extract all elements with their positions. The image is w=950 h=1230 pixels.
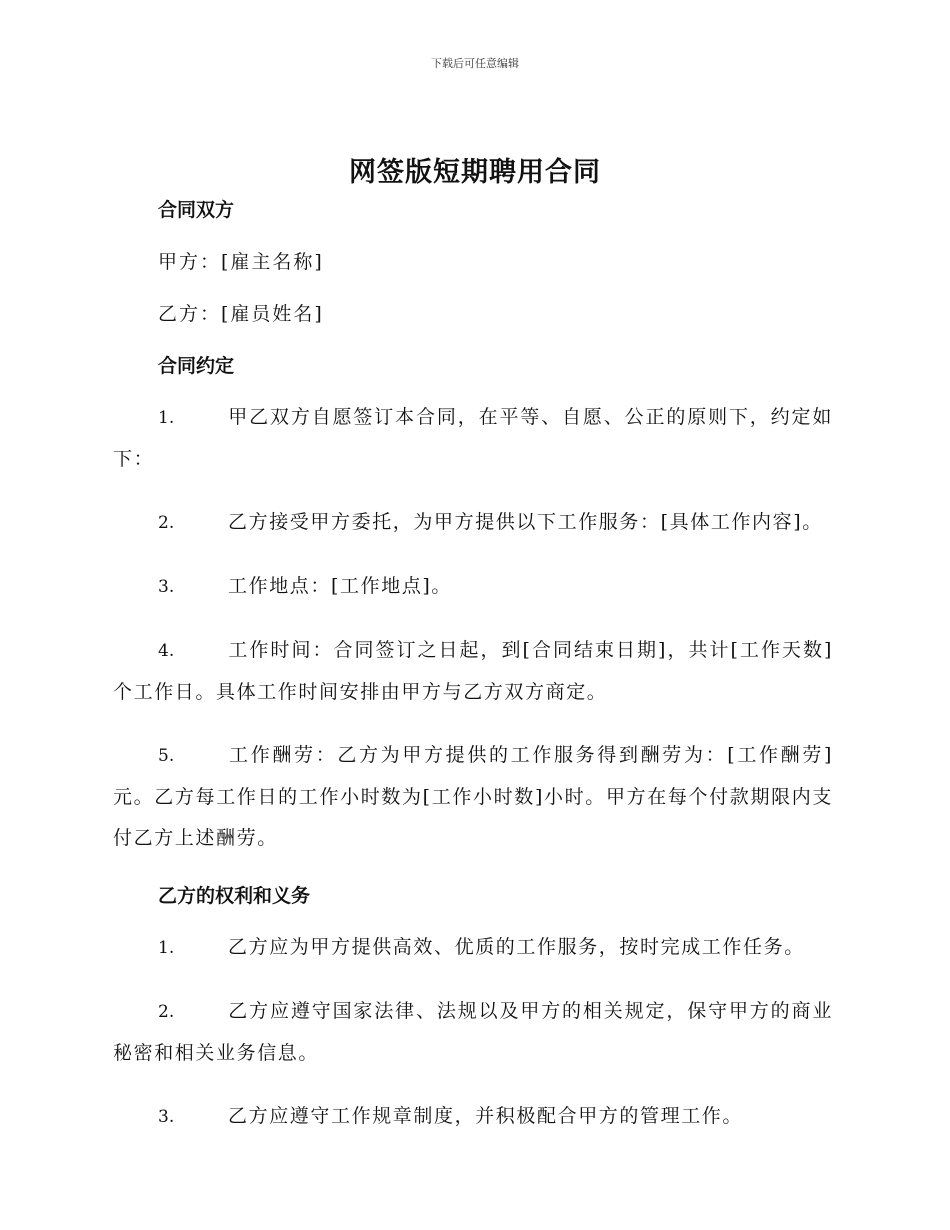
clause-number: 4.	[158, 641, 175, 661]
clause-number: 2.	[158, 1002, 175, 1022]
page-title: 网签版短期聘用合同	[349, 157, 601, 188]
clause-number: 1.	[158, 408, 175, 428]
agreement-clause	[113, 630, 833, 713]
clause-text: 工作时间：合同签订之日起，到[合同结束日期]，共计[工作天数]个工作日。具体工作时间安排由甲方与乙方双方商定。	[113, 639, 833, 703]
agreement-clause	[113, 566, 833, 608]
party-a-line: 甲方：[雇主名称]	[158, 251, 324, 273]
clause-number: 3.	[158, 577, 175, 597]
clause-text: 工作酬劳：乙方为甲方提供的工作服务得到酬劳为：[工作酬劳]元。乙方每工作日的工作小时数为[工作小时数]小时。甲方在每个付款期限内支付乙方上述酬劳。	[113, 744, 833, 849]
clause-number: 3.	[158, 1107, 175, 1127]
clause-text: 工作地点：[工作地点]。	[228, 575, 453, 597]
clause-number: 5.	[158, 746, 175, 766]
section-heading-agreement: 合同约定	[158, 355, 235, 377]
clause-text: 乙方接受甲方委托，为甲方提供以下工作服务：[具体工作内容]。	[228, 511, 823, 533]
agreement-clause	[113, 397, 833, 480]
rights-clause	[113, 1096, 833, 1138]
clause-text: 甲乙双方自愿签订本合同，在平等、自愿、公正的原则下，约定如下：	[113, 406, 833, 470]
party-b-line: 乙方：[雇员姓名]	[158, 303, 324, 325]
clause-text: 乙方应遵守国家法律、法规以及甲方的相关规定，保守甲方的商业秘密和相关业务信息。	[113, 1000, 833, 1064]
section-heading-rights: 乙方的权利和义务	[158, 885, 311, 907]
rights-clause	[113, 991, 833, 1074]
rights-clause	[113, 927, 833, 969]
header-note: 下载后可任意编辑	[431, 57, 519, 70]
clause-text: 乙方应为甲方提供高效、优质的工作服务，按时完成工作任务。	[228, 936, 805, 958]
agreement-clause	[113, 735, 833, 859]
clause-number: 1.	[158, 938, 175, 958]
agreement-clause	[113, 502, 833, 544]
document-body	[113, 195, 833, 1160]
section-heading-parties: 合同双方	[158, 199, 235, 221]
clause-text: 乙方应遵守工作规章制度，并积极配合甲方的管理工作。	[228, 1105, 744, 1127]
clause-number: 2.	[158, 513, 175, 533]
